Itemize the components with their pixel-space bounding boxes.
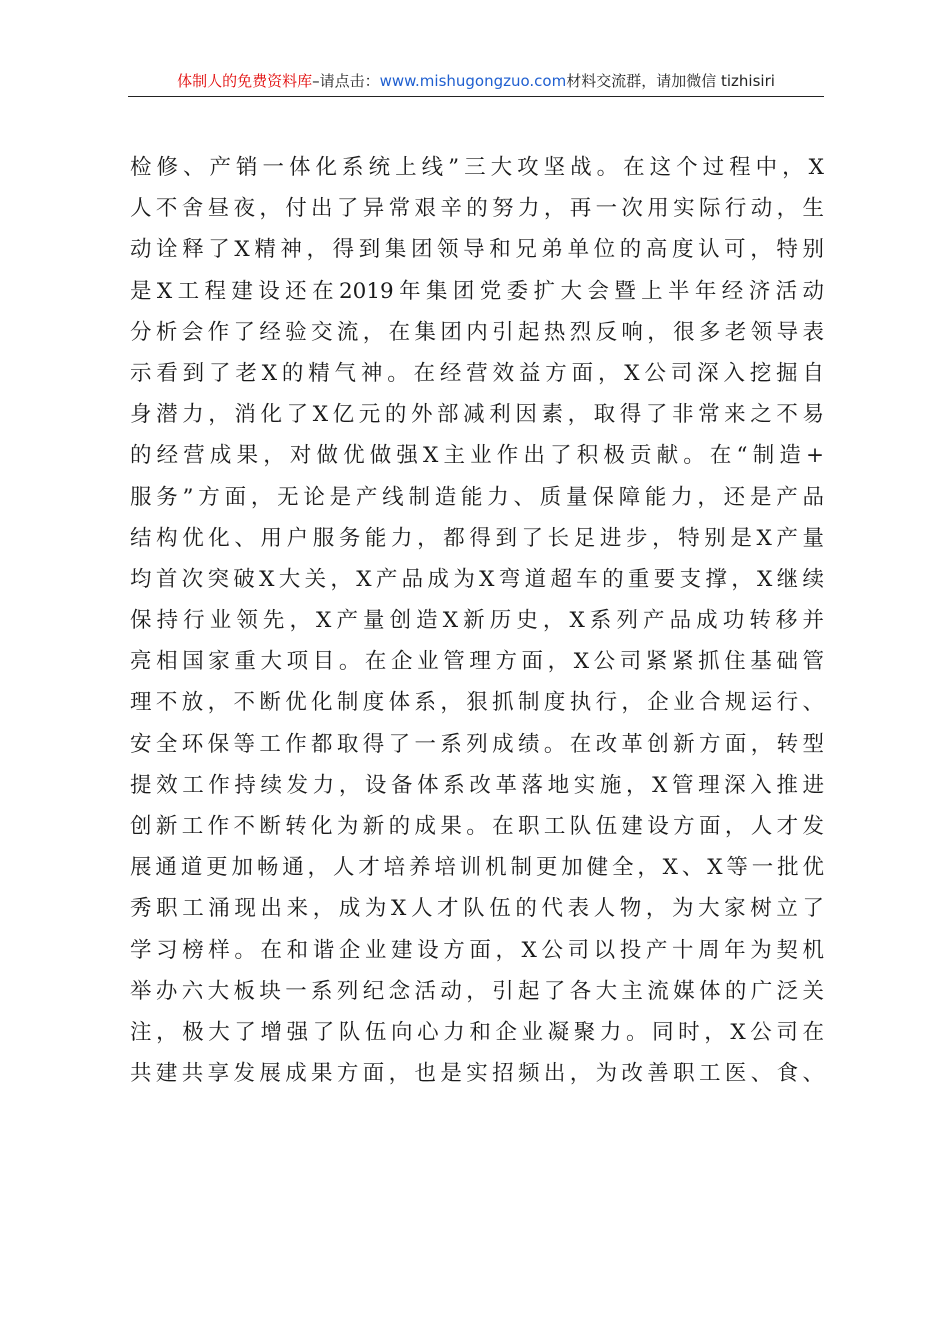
text-line: 注，极大了增强了队伍向心力和企业凝聚力。同时，X公司在 bbox=[130, 1019, 824, 1045]
text-line: 服务”方面，无论是产线制造能力、质量保障能力，还是产品 bbox=[130, 484, 824, 510]
header-prompt: –请点击： bbox=[312, 72, 380, 90]
text-line: 举办六大板块一系列纪念活动，引起了各大主流媒体的广泛关 bbox=[130, 978, 824, 1004]
header-url-link[interactable]: www.mishugongzuo.com bbox=[379, 72, 567, 90]
header-contact: 材料交流群，请加微信 tizhisiri bbox=[566, 72, 775, 90]
text-line: 检修、产销一体化系统上线”三大攻坚战。在这个过程中，X bbox=[130, 155, 824, 180]
text-line: 创新工作不断转化为新的成果。在职工队伍建设方面，人才发 bbox=[130, 814, 824, 839]
text-line: 提效工作持续发力，设备体系改革落地实施，X管理深入推进 bbox=[130, 772, 824, 798]
text-line: 亮相国家重大项目。在企业管理方面，X公司紧紧抓住基础管 bbox=[130, 649, 824, 675]
body-paragraph bbox=[130, 147, 824, 1094]
text-line: 保持行业领先，X产量创造X新历史，X系列产品成功转移并 bbox=[130, 608, 824, 634]
header-site-name: 体制人的免费资料库 bbox=[177, 72, 313, 90]
text-line: 学习榜样。在和谐企业建设方面，X公司以投产十周年为契机 bbox=[130, 937, 824, 963]
text-line: 身潜力，消化了X亿元的外部减利因素，取得了非常来之不易 bbox=[130, 402, 824, 428]
text-line: 动诠释了X精神，得到集团领导和兄弟单位的高度认可，特别 bbox=[130, 237, 824, 263]
text-line: 的经营成果，对做优做强X主业作出了积极贡献。在“制造+ bbox=[130, 443, 824, 469]
text-line: 示看到了老X的精气神。在经营效益方面，X公司深入挖掘自 bbox=[130, 360, 824, 386]
text-line: 理不放，不断优化制度体系，狠抓制度执行，企业合规运行、 bbox=[130, 690, 824, 716]
text-line: 是X工程建设还在2019年集团党委扩大会暨上半年经济活动 bbox=[130, 278, 824, 304]
page-header bbox=[128, 70, 824, 97]
text-line: 结构优化、用户服务能力，都得到了长足进步，特别是X产量 bbox=[130, 525, 824, 551]
text-line: 共建共享发展成果方面，也是实招频出，为改善职工医、食、 bbox=[130, 1061, 824, 1087]
text-line: 秀职工涌现出来，成为X人才队伍的代表人物，为大家树立了 bbox=[130, 896, 824, 922]
text-line: 人不舍昼夜，付出了异常艰辛的努力，再一次用实际行动，生 bbox=[130, 196, 824, 222]
text-line: 安全环保等工作都取得了一系列成绩。在改革创新方面，转型 bbox=[130, 731, 824, 757]
text-line: 分析会作了经验交流，在集团内引起热烈反响，很多老领导表 bbox=[130, 319, 824, 345]
text-line: 均首次突破X大关，X产品成为X弯道超车的重要支撑，X继续 bbox=[130, 566, 824, 592]
text-line: 展通道更加畅通，人才培养培训机制更加健全，X、X等一批优 bbox=[130, 855, 824, 881]
